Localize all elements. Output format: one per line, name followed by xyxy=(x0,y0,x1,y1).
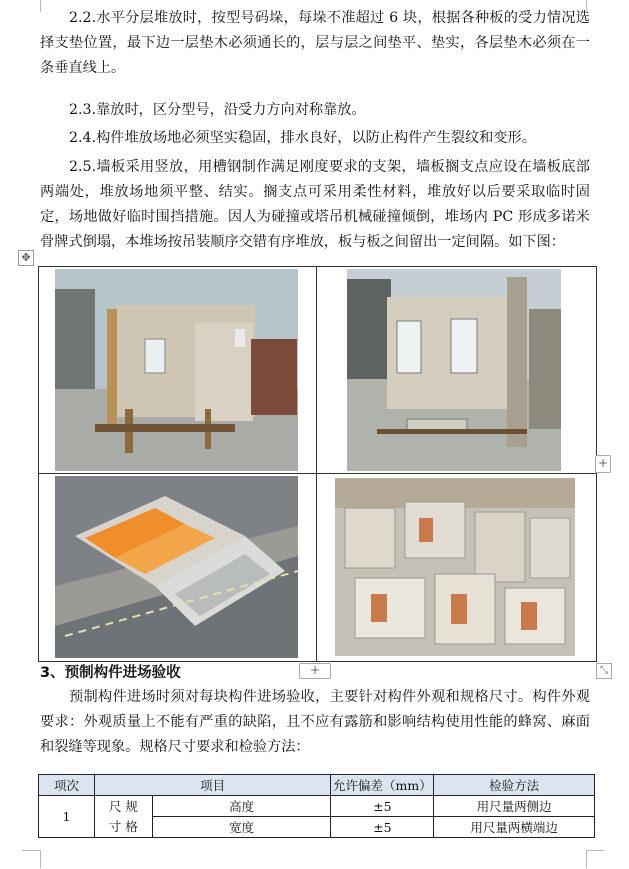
table-divider xyxy=(39,473,596,474)
table-divider xyxy=(316,267,317,661)
table-header-row xyxy=(39,775,595,796)
page-corner-mark xyxy=(40,850,41,868)
row-group-label-line: 寸 格 xyxy=(108,818,138,834)
cell-tolerance: ±5 xyxy=(331,796,434,817)
table-row xyxy=(39,796,595,817)
cell-method: 用尺量两横端边 xyxy=(434,817,595,838)
page-corner-mark xyxy=(586,850,604,869)
paragraph-3: 预制构件进场时须对每块构件进场验收，主要针对构件外观和规格尺寸。构件外观要求：外观质量上不能有严重的缺陷，且不应有露筋和影响结构使用性能的蜂窝、麻面和裂缝等现象。规格尺寸要求和检验方法： xyxy=(40,689,590,755)
header-index: 项次 xyxy=(39,775,95,796)
cell-tolerance: ±5 xyxy=(331,817,434,838)
wall-panel-storage-photo-2 xyxy=(347,269,561,471)
cell-item: 高度 xyxy=(152,796,331,817)
row-group-label-line: 尺 规 xyxy=(108,798,138,814)
page-corner-mark xyxy=(22,850,40,869)
header-method: 检验方法 xyxy=(434,775,595,796)
add-row-button[interactable]: + xyxy=(299,663,331,679)
row-group-label xyxy=(94,796,152,838)
header-tolerance: 允许偏差（mm） xyxy=(331,775,434,796)
paragraph-2-5: 2.5.墙板采用竖放，用槽钢制作满足刚度要求的支架，墙板搁支点应设在墙板底部两端处，堆放场地须平整、结实。搁支点可采用柔性材料，堆放好以后要采取临时固定，场地做好临时围挡措施。因人为碰撞或塔吊机械碰撞倾倒，堆场内 PC 形成多诺米骨牌式倒塌，本堆场按吊装顺序交错有序堆放，板与板之间留出一定间隔。如下图： xyxy=(40,159,590,250)
table-resize-icon[interactable]: ⤡ xyxy=(596,663,612,679)
cell-method: 用尺量两侧边 xyxy=(434,796,595,817)
spec-table xyxy=(38,774,595,838)
cell-item: 宽度 xyxy=(152,817,331,838)
paragraph-2-4: 2.4.构件堆放场地必须坚实稳固，排水良好，以防止构件产生裂纹和变形。 xyxy=(69,130,536,146)
header-item: 项目 xyxy=(94,775,331,796)
table-move-handle-icon[interactable]: ✥ xyxy=(18,250,34,266)
paragraph-2-3: 2.3.靠放时，区分型号，沿受力方向对称靠放。 xyxy=(69,102,366,118)
storage-yard-render-photo xyxy=(55,476,298,658)
page-corner-mark xyxy=(586,850,587,868)
add-column-button[interactable]: + xyxy=(595,455,611,473)
wall-panel-storage-photo-1 xyxy=(55,269,298,471)
row-index: 1 xyxy=(39,796,95,838)
section-heading: 3、预制构件进场验收 xyxy=(40,665,181,681)
page-corner-mark xyxy=(22,0,41,12)
image-table xyxy=(38,266,597,662)
paragraph-2-2: 2.2.水平分层堆放时，按型号码垛，每垛不准超过 6 块，根据各种板的受力情况选择支垫位置，最下边一层垫木必须通长的，层与层之间垫平、垫实，各层垫木必须在一条垂直线上。 xyxy=(40,10,590,76)
storage-yard-site-photo xyxy=(335,478,575,656)
